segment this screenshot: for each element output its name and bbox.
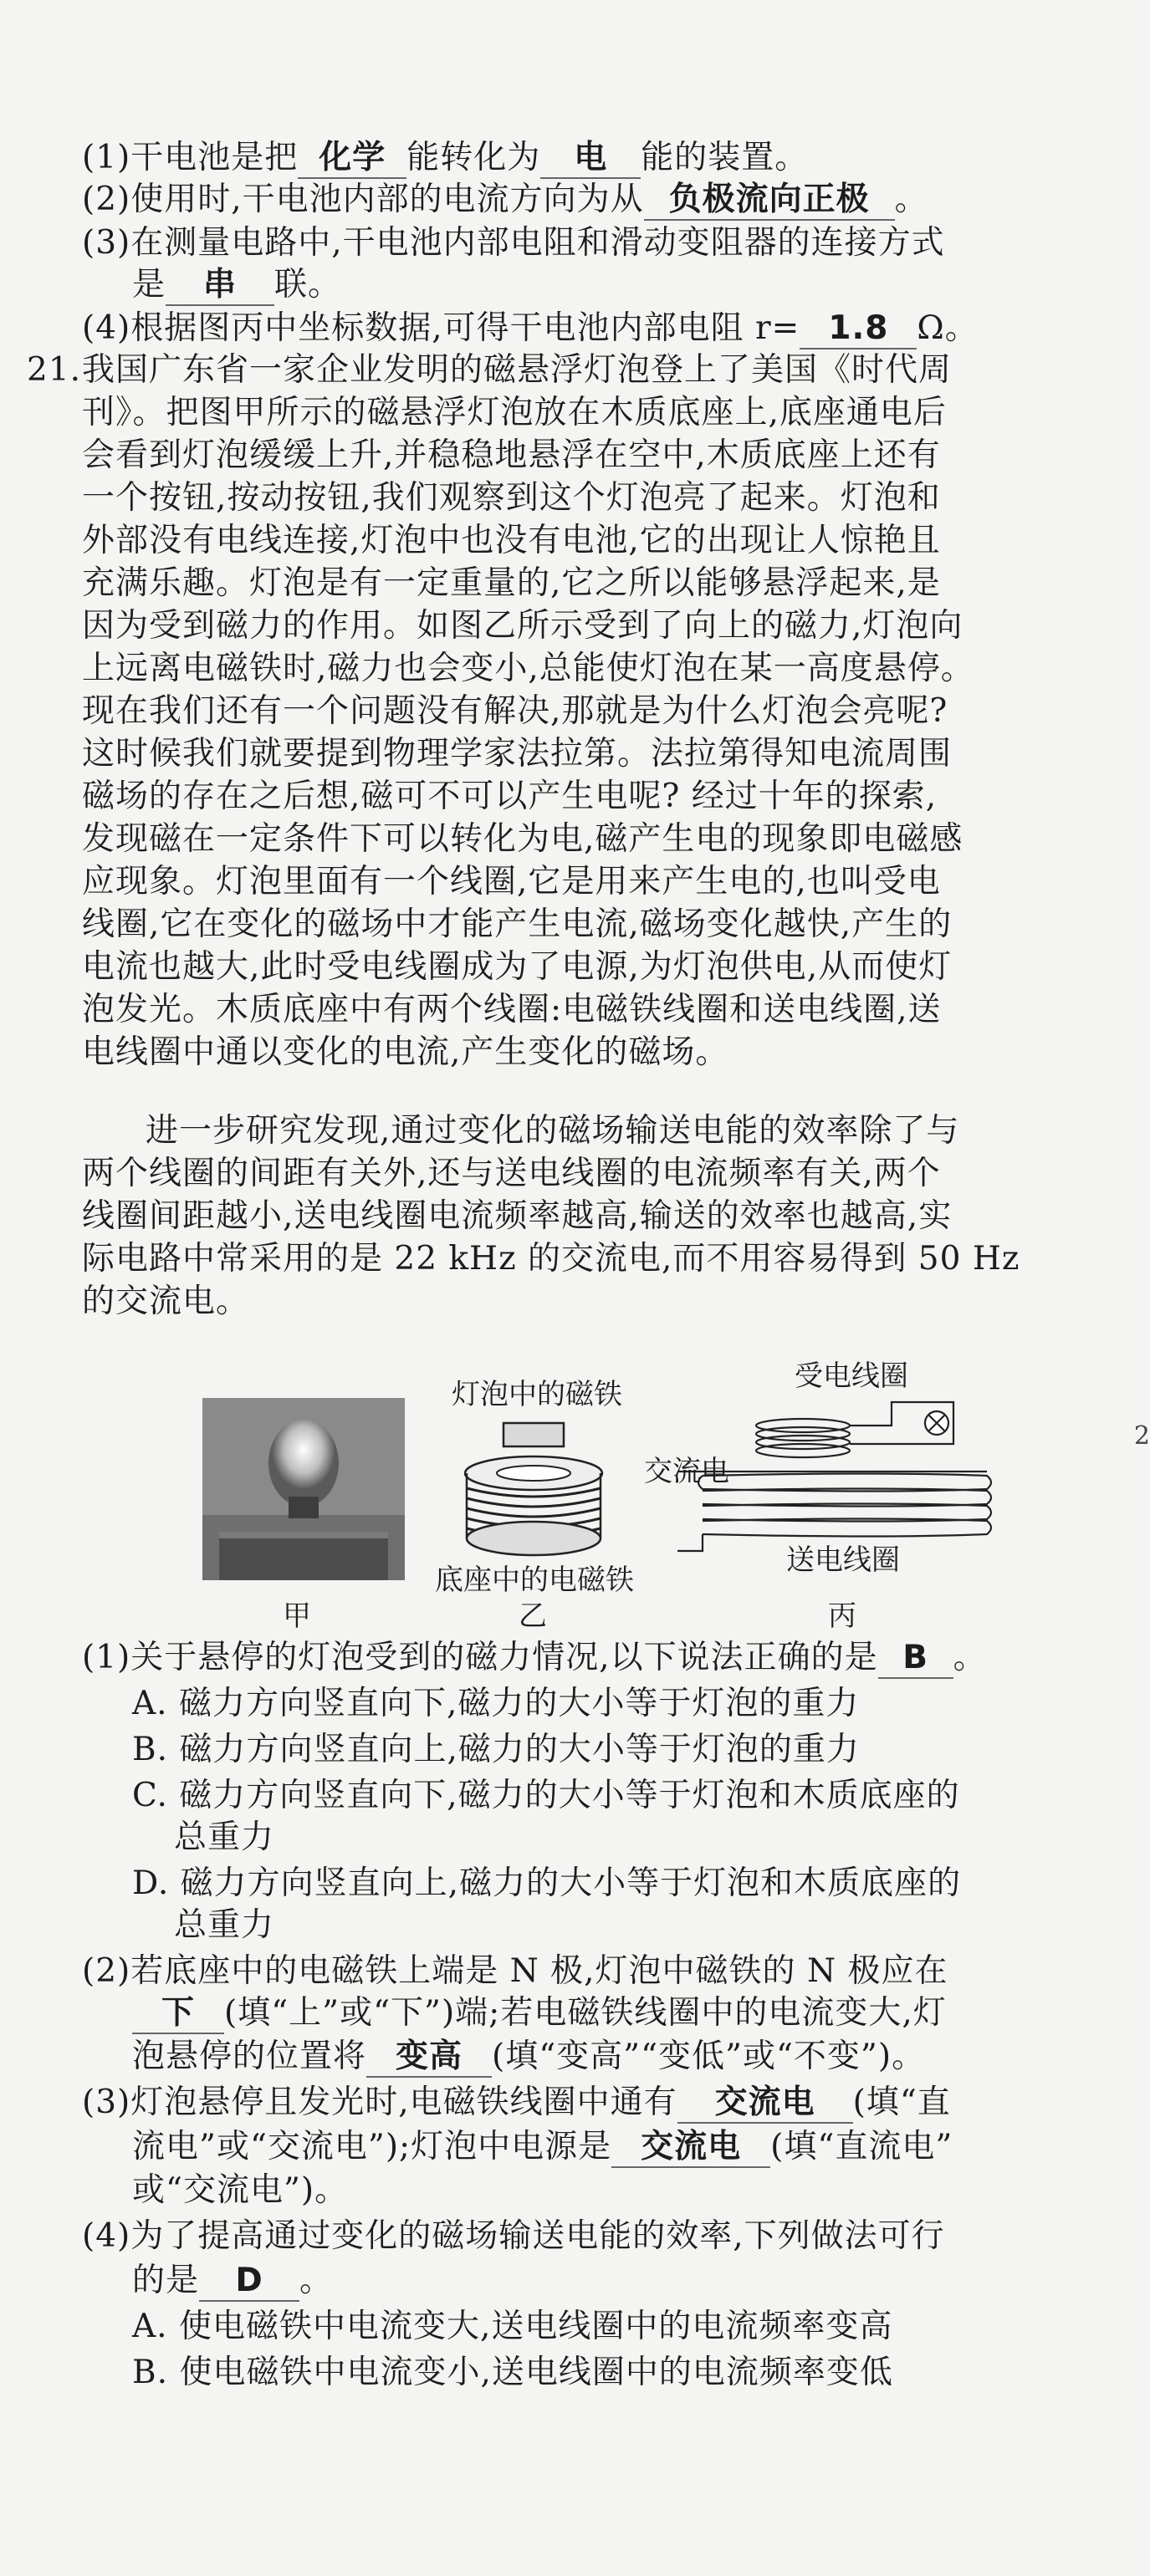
figure-caption-yi: 乙 bbox=[519, 1599, 547, 1633]
passage-line: 会看到灯泡缓缓上升,并稳稳地悬浮在空中,木质底座上还有 bbox=[82, 436, 941, 474]
q21-sub1-option-d-cont: 总重力 bbox=[174, 1906, 275, 1944]
q21-sub3-mid: (填“直 bbox=[852, 2084, 951, 2121]
q20-answer-3: 负极流向正极 bbox=[644, 181, 895, 221]
q21-sub2-mid: (填“上”或“下”)端;若电磁铁线圈中的电流变大,灯 bbox=[224, 1994, 947, 2032]
q21-sub2-post3: (填“变高”“变低”或“不变”)。 bbox=[492, 2038, 926, 2075]
passage-line: 因为受到磁力的作用。如图乙所示受到了向上的磁力,灯泡向 bbox=[82, 607, 963, 645]
passage-line: 现在我们还有一个问题没有解决,那就是为什么灯泡会亮呢? bbox=[82, 692, 948, 730]
q21-sub3-answer-1: 交流电 bbox=[677, 2084, 853, 2124]
q21-sub1-answer: B bbox=[878, 1639, 953, 1679]
q20-part4 bbox=[82, 309, 979, 349]
q20-answer-5: 1.8 bbox=[800, 309, 917, 349]
q21-sub2-line1: (2)若底座中的电磁铁上端是 N 极,灯泡中磁铁的 N 极应在 bbox=[82, 1952, 948, 1990]
q21-sub1-option-c-cont: 总重力 bbox=[174, 1819, 275, 1856]
label-send-coil: 送电线圈 bbox=[786, 1543, 900, 1577]
passage-line: 我国广东省一家企业发明的磁悬浮灯泡登上了美国《时代周 bbox=[82, 351, 953, 389]
q21-sub2-pre3: 泡悬停的位置将 bbox=[132, 2038, 367, 2075]
q21-sub4-option-b: B. 使电磁铁中电流变小,送电线圈中的电流频率变低 bbox=[132, 2354, 893, 2391]
passage-line: 上远离电磁铁时,磁力也会变小,总能使灯泡在某一高度悬停。 bbox=[82, 650, 974, 687]
passage-line: 外部没有电线连接,灯泡中也没有电池,它的出现让人惊艳且 bbox=[82, 522, 941, 559]
q20-part1 bbox=[82, 139, 808, 179]
q20-part4-text: (4)根据图丙中坐标数据,可得干电池内部电阻 r= bbox=[82, 309, 800, 347]
passage-line: 电流也越大,此时受电线圈成为了电源,为灯泡供电,从而使灯 bbox=[82, 948, 953, 986]
q21-sub3-line3: 或“交流电”)。 bbox=[132, 2171, 349, 2209]
q20-part1-text: (1)干电池是把 bbox=[82, 139, 299, 176]
q21-sub4-answer: D bbox=[199, 2262, 299, 2302]
q20-part3-post: 联。 bbox=[274, 266, 342, 304]
q21-sub1-option-a: A. 磁力方向竖直向下,磁力的大小等于灯泡的重力 bbox=[132, 1685, 860, 1722]
q21-sub3-pre2: 流电”或“交流电”);灯泡中电源是 bbox=[132, 2128, 612, 2165]
q20-part2 bbox=[82, 181, 928, 221]
q20-answer-1: 化学 bbox=[298, 139, 406, 179]
q21-sub2-line2 bbox=[132, 1994, 947, 2034]
q20-part1-post: 能的装置。 bbox=[641, 139, 809, 176]
q21-sub3-post2: (填“直流电” bbox=[770, 2128, 953, 2165]
q20-part3-pre: 是 bbox=[132, 266, 166, 304]
passage-line: 应现象。灯泡里面有一个线圈,它是用来产生电的,也叫受电 bbox=[82, 863, 941, 900]
passage-line: 进一步研究发现,通过变化的磁场输送电能的效率除了与 bbox=[146, 1112, 960, 1150]
q21-sub3-answer-2: 交流电 bbox=[611, 2128, 770, 2168]
figure-caption-bing: 丙 bbox=[828, 1599, 856, 1633]
q20-part2-post: 。 bbox=[894, 181, 928, 218]
q20-answer-4: 串 bbox=[166, 266, 274, 306]
q21-number: 21. bbox=[27, 351, 82, 389]
label-ac-source: 交流电 bbox=[644, 1455, 729, 1488]
margin-mark: 2 bbox=[1133, 1421, 1150, 1451]
q21-sub1-option-b: B. 磁力方向竖直向上,磁力的大小等于灯泡的重力 bbox=[132, 1731, 860, 1768]
passage-line: 发现磁在一定条件下可以转化为电,磁产生电的现象即电磁感 bbox=[82, 820, 963, 858]
label-bulb-magnet: 灯泡中的磁铁 bbox=[452, 1378, 622, 1411]
q21-sub4-pre: 的是 bbox=[132, 2262, 200, 2299]
q21-sub3-line1 bbox=[82, 2084, 951, 2124]
passage-line: 线圈间距越小,送电线圈电流频率越高,输送的效率也越高,实 bbox=[82, 1197, 953, 1235]
q20-answer-2: 电 bbox=[540, 139, 641, 179]
q21-sub1-stem bbox=[82, 1639, 987, 1679]
label-receive-coil: 受电线圈 bbox=[795, 1359, 908, 1393]
q20-part3-line2 bbox=[132, 266, 341, 306]
passage-line: 线圈,它在变化的磁场中才能产生电流,磁场变化越快,产生的 bbox=[82, 905, 953, 943]
levitating-bulb-photo bbox=[202, 1398, 405, 1580]
passage-line: 两个线圈的间距有关外,还与送电线圈的电流频率有关,两个 bbox=[82, 1155, 941, 1192]
q21-sub4-line2 bbox=[132, 2262, 333, 2302]
electromagnet-diagram bbox=[460, 1421, 611, 1563]
passage-line: 一个按钮,按动按钮,我们观察到这个灯泡亮了起来。灯泡和 bbox=[82, 479, 941, 517]
q20-part3-line1: (3)在测量电路中,干电池内部电阻和滑动变阻器的连接方式 bbox=[82, 224, 945, 262]
q21-sub2-line3 bbox=[132, 2038, 925, 2078]
passage-line: 这时候我们就要提到物理学家法拉第。法拉第得知电流周围 bbox=[82, 735, 953, 773]
passage-line: 刊》。把图甲所示的磁悬浮灯泡放在木质底座上,底座通电后 bbox=[82, 394, 947, 431]
q21-sub1-post: 。 bbox=[953, 1639, 987, 1676]
passage-line: 泡发光。木质底座中有两个线圈:电磁铁线圈和送电线圈,送 bbox=[82, 991, 942, 1028]
q21-sub3-line2 bbox=[132, 2128, 953, 2168]
q21-sub1-text: (1)关于悬停的灯泡受到的磁力情况,以下说法正确的是 bbox=[82, 1639, 878, 1676]
q21-sub4-post: 。 bbox=[299, 2262, 334, 2299]
q21-sub4-line1: (4)为了提高通过变化的磁场输送电能的效率,下列做法可行 bbox=[82, 2217, 945, 2255]
passage-line: 磁场的存在之后想,磁可不可以产生电呢? 经过十年的探索, bbox=[82, 778, 938, 815]
q21-sub2-answer-2: 变高 bbox=[366, 2038, 492, 2078]
coil-circuit-diagram bbox=[677, 1392, 1054, 1559]
figure-caption-jia: 甲 bbox=[283, 1599, 311, 1633]
q21-sub1-option-d: D. 磁力方向竖直向上,磁力的大小等于灯泡和木质底座的 bbox=[132, 1864, 962, 1902]
q21-sub4-option-a: A. 使电磁铁中电流变大,送电线圈中的电流频率变高 bbox=[132, 2308, 893, 2345]
passage-line: 电线圈中通以变化的电流,产生变化的磁场。 bbox=[82, 1033, 729, 1071]
label-base-electromagnet: 底座中的电磁铁 bbox=[435, 1563, 634, 1597]
q20-part4-post: Ω。 bbox=[917, 309, 979, 347]
passage-line: 际电路中常采用的是 22 kHz 的交流电,而不用容易得到 50 Hz bbox=[82, 1240, 1020, 1278]
q21-sub2-answer-1: 下 bbox=[132, 1994, 224, 2034]
q20-part1-mid: 能转化为 bbox=[406, 139, 541, 176]
figure-area bbox=[192, 1338, 1071, 1633]
passage-line: 的交流电。 bbox=[82, 1283, 250, 1320]
passage-line: 充满乐趣。灯泡是有一定重量的,它之所以能够悬浮起来,是 bbox=[82, 564, 941, 602]
q21-sub3-pre: (3)灯泡悬停且发光时,电磁铁线圈中通有 bbox=[82, 2084, 677, 2121]
q21-sub1-option-c: C. 磁力方向竖直向下,磁力的大小等于灯泡和木质底座的 bbox=[132, 1777, 960, 1814]
q20-part2-text: (2)使用时,干电池内部的电流方向为从 bbox=[82, 181, 644, 218]
